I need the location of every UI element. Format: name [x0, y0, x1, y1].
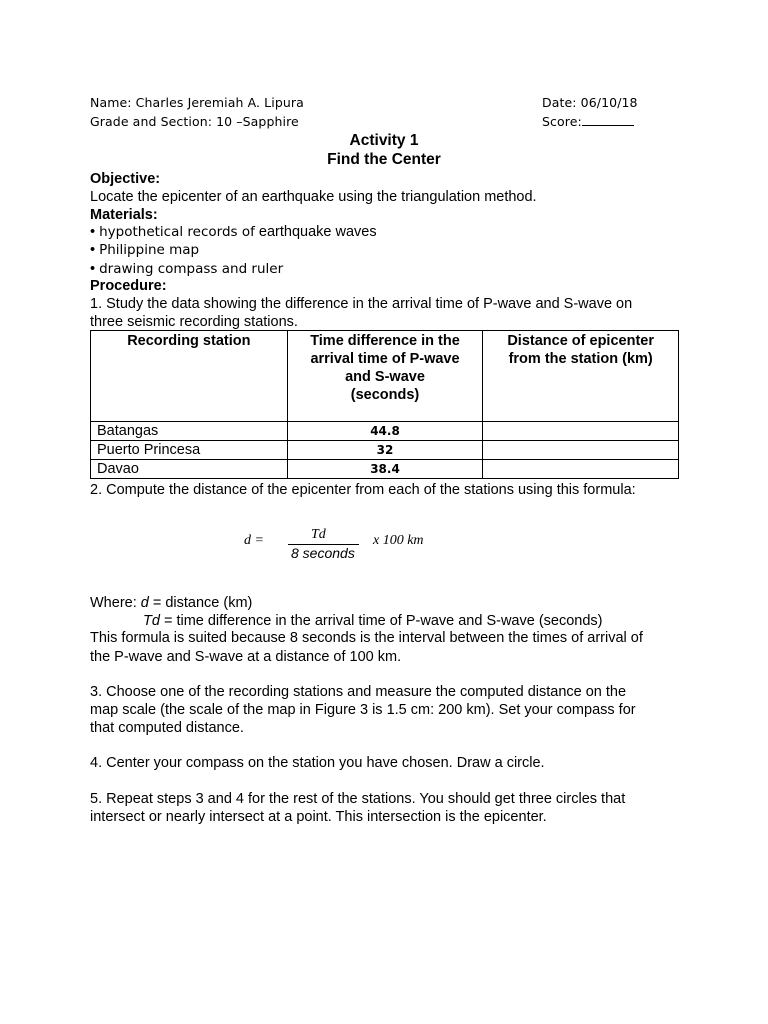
date-line — [542, 95, 638, 110]
distance-cell[interactable] — [483, 422, 679, 441]
procedure-heading: Procedure: — [90, 278, 167, 294]
date-label: Date: — [542, 95, 577, 110]
table-row — [91, 441, 679, 460]
header-text: Recording station — [127, 333, 251, 349]
step4-text: 4. Center your compass on the station you have chosen. Draw a circle. — [90, 755, 545, 771]
name-value: Charles Jeremiah A. Lipura — [135, 95, 304, 110]
grade-label: Grade and Section: — [90, 114, 213, 129]
grade-value: 10 –Sapphire — [216, 114, 299, 129]
where-td-line — [143, 612, 603, 630]
objective-heading: Objective: — [90, 171, 161, 187]
td-definition: = time difference in the arrival time of P-wave and S-wave (seconds) — [159, 613, 603, 629]
header-distance — [483, 331, 679, 422]
header-text: Distance of epicenter — [507, 333, 654, 349]
formula-numerator: Td — [311, 527, 326, 542]
distance-cell[interactable] — [483, 441, 679, 460]
header-text: from the station (km) — [508, 351, 653, 367]
objective-text: Locate the epicenter of an earthquake using the triangulation method. — [90, 189, 537, 205]
score-blank — [582, 114, 634, 126]
header-time-difference — [287, 331, 483, 422]
date-value: 06/10/18 — [580, 95, 638, 110]
material-text-rest: earthquake waves — [254, 224, 377, 240]
step1-line1: 1. Study the data showing the difference in the arrival time of P-wave and S-wave on — [90, 296, 633, 312]
distance-cell[interactable] — [483, 460, 679, 479]
name-label: Name: — [90, 95, 132, 110]
time-cell: 44.8 — [287, 422, 483, 441]
activity-subtitle: Find the Center — [327, 151, 441, 168]
var-d: d — [140, 595, 149, 611]
station-cell: Puerto Princesa — [91, 441, 288, 460]
score-label: Score: — [542, 114, 582, 129]
material-text: Philippine map — [99, 242, 200, 258]
bullet-icon: • — [90, 224, 96, 240]
header-text: (seconds) — [350, 387, 420, 403]
formula-lhs: d = — [244, 533, 264, 548]
bullet-icon: • — [90, 242, 96, 258]
materials-heading: Materials: — [90, 207, 158, 223]
table-header-row — [91, 331, 679, 422]
where-d-line — [90, 594, 252, 612]
table-row — [91, 460, 679, 479]
step3-line1: 3. Choose one of the recording stations and measure the computed distance on the — [90, 684, 627, 700]
step2-text: 2. Compute the distance of the epicenter from each of the stations using this formula: — [90, 482, 636, 498]
time-cell: 38.4 — [287, 460, 483, 479]
grade-line — [90, 114, 299, 129]
step5-line2: intersect or nearly intersect at a point. This intersection is the epicenter. — [90, 809, 547, 825]
step5-line1: 5. Repeat steps 3 and 4 for the rest of the stations. You should get three circles that — [90, 791, 626, 807]
formula-rhs: x 100 km — [373, 533, 424, 548]
step3-line3: that computed distance. — [90, 720, 244, 736]
station-cell: Batangas — [91, 422, 288, 441]
step1-line2: three seismic recording stations. — [90, 314, 298, 330]
header-text: and S-wave — [345, 369, 425, 385]
material-text: hypothetical records of — [99, 224, 255, 240]
var-td: Td — [143, 613, 160, 629]
header-text: arrival time of P-wave — [310, 351, 460, 367]
material-item — [90, 241, 199, 259]
bullet-icon: • — [90, 261, 96, 277]
step3-line2: map scale (the scale of the map in Figure 3 is 1.5 cm: 200 km). Set your compass for — [90, 702, 636, 718]
formula-denominator: 8 seconds — [291, 545, 355, 561]
header-recording-station — [91, 331, 288, 422]
d-definition: = distance (km) — [148, 595, 253, 611]
explanation-line2: the P-wave and S-wave at a distance of 100 km. — [90, 649, 402, 665]
name-line — [90, 95, 304, 110]
score-line — [542, 114, 634, 129]
seismic-data-table — [90, 330, 679, 479]
material-item — [90, 223, 377, 241]
where-label: Where: — [90, 595, 141, 611]
header-text: Time difference in the — [310, 333, 460, 349]
time-cell: 32 — [287, 441, 483, 460]
station-cell: Davao — [91, 460, 288, 479]
activity-title: Activity 1 — [349, 132, 419, 149]
material-item — [90, 260, 283, 278]
explanation-line1: This formula is suited because 8 seconds is the interval between the times of arrival of — [90, 630, 643, 646]
table-row — [91, 422, 679, 441]
material-text: drawing compass and ruler — [99, 261, 284, 277]
